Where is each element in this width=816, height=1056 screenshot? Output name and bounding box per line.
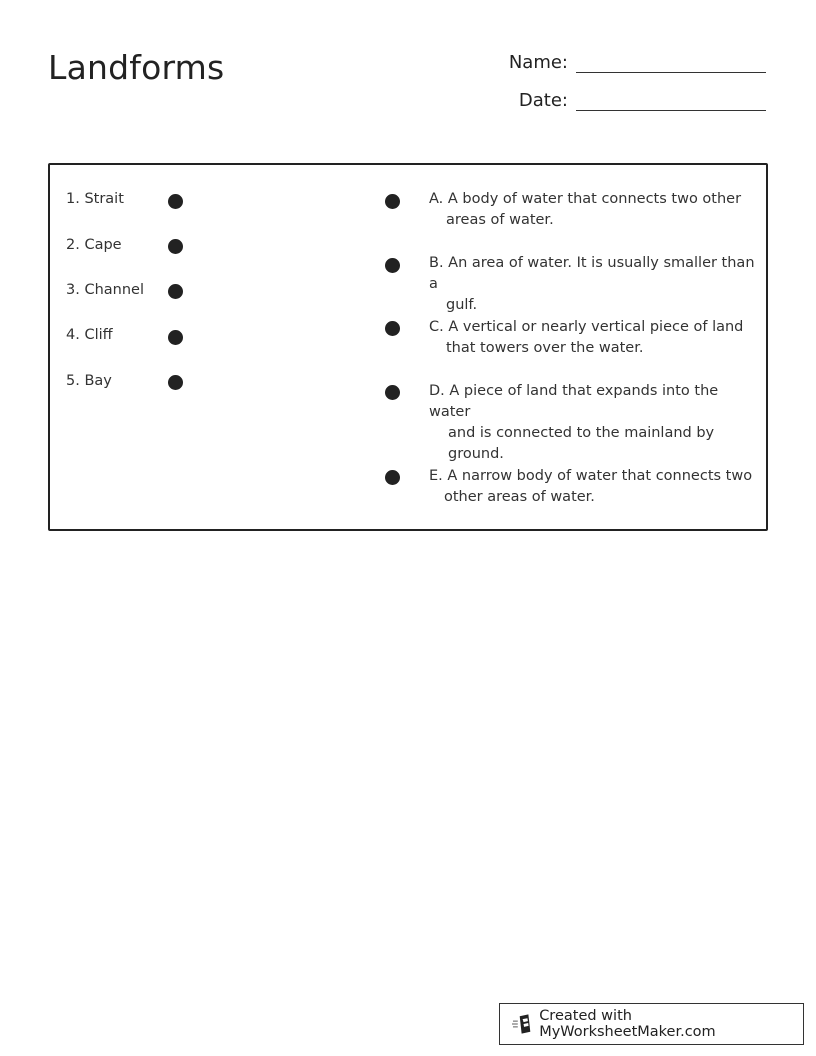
term-item: 4. Cliff <box>66 327 113 343</box>
term-item: 1. Strait <box>66 191 124 207</box>
name-input-line[interactable] <box>576 52 766 73</box>
term-match-dot[interactable] <box>168 194 183 209</box>
definition-text-continued: areas of water. <box>446 212 554 228</box>
definition-text-continued: gulf. <box>446 297 478 313</box>
definition-text-continued: ground. <box>448 446 504 462</box>
definition-item <box>429 466 759 508</box>
worksheet-maker-logo-icon <box>512 1013 533 1035</box>
name-field <box>498 52 766 73</box>
definition-match-dot[interactable] <box>385 385 400 400</box>
name-label: Name: <box>508 52 568 73</box>
date-label: Date: <box>518 90 568 111</box>
definition-item <box>429 189 759 231</box>
term-match-dot[interactable] <box>168 375 183 390</box>
definition-match-dot[interactable] <box>385 321 400 336</box>
definition-text: E. A narrow body of water that connects two <box>429 468 753 484</box>
definition-match-dot[interactable] <box>385 258 400 273</box>
term-match-dot[interactable] <box>168 239 183 254</box>
badge-text: Created with MyWorksheetMaker.com <box>539 1008 716 1040</box>
definition-match-dot[interactable] <box>385 470 400 485</box>
definition-item <box>429 253 759 316</box>
definition-text-continued: and is connected to the mainland by <box>448 425 715 441</box>
term-match-dot[interactable] <box>168 330 183 345</box>
definition-item <box>429 381 759 465</box>
term-match-dot[interactable] <box>168 284 183 299</box>
definition-item <box>429 317 759 359</box>
date-field <box>498 90 766 111</box>
definition-text: A. A body of water that connects two other <box>429 191 742 207</box>
definition-text: D. A piece of land that expands into the water <box>429 383 719 420</box>
definition-text-continued: that towers over the water. <box>446 340 644 356</box>
created-with-badge[interactable] <box>499 1003 804 1045</box>
definition-match-dot[interactable] <box>385 194 400 209</box>
page-title: Landforms <box>48 48 225 87</box>
definition-text: B. An area of water. It is usually smaller than a <box>429 255 755 292</box>
term-item: 3. Channel <box>66 282 144 298</box>
date-input-line[interactable] <box>576 90 766 111</box>
term-item: 5. Bay <box>66 373 112 389</box>
definition-text: C. A vertical or nearly vertical piece of land <box>429 319 744 335</box>
definition-text-continued: other areas of water. <box>444 489 595 505</box>
term-item: 2. Cape <box>66 237 122 253</box>
